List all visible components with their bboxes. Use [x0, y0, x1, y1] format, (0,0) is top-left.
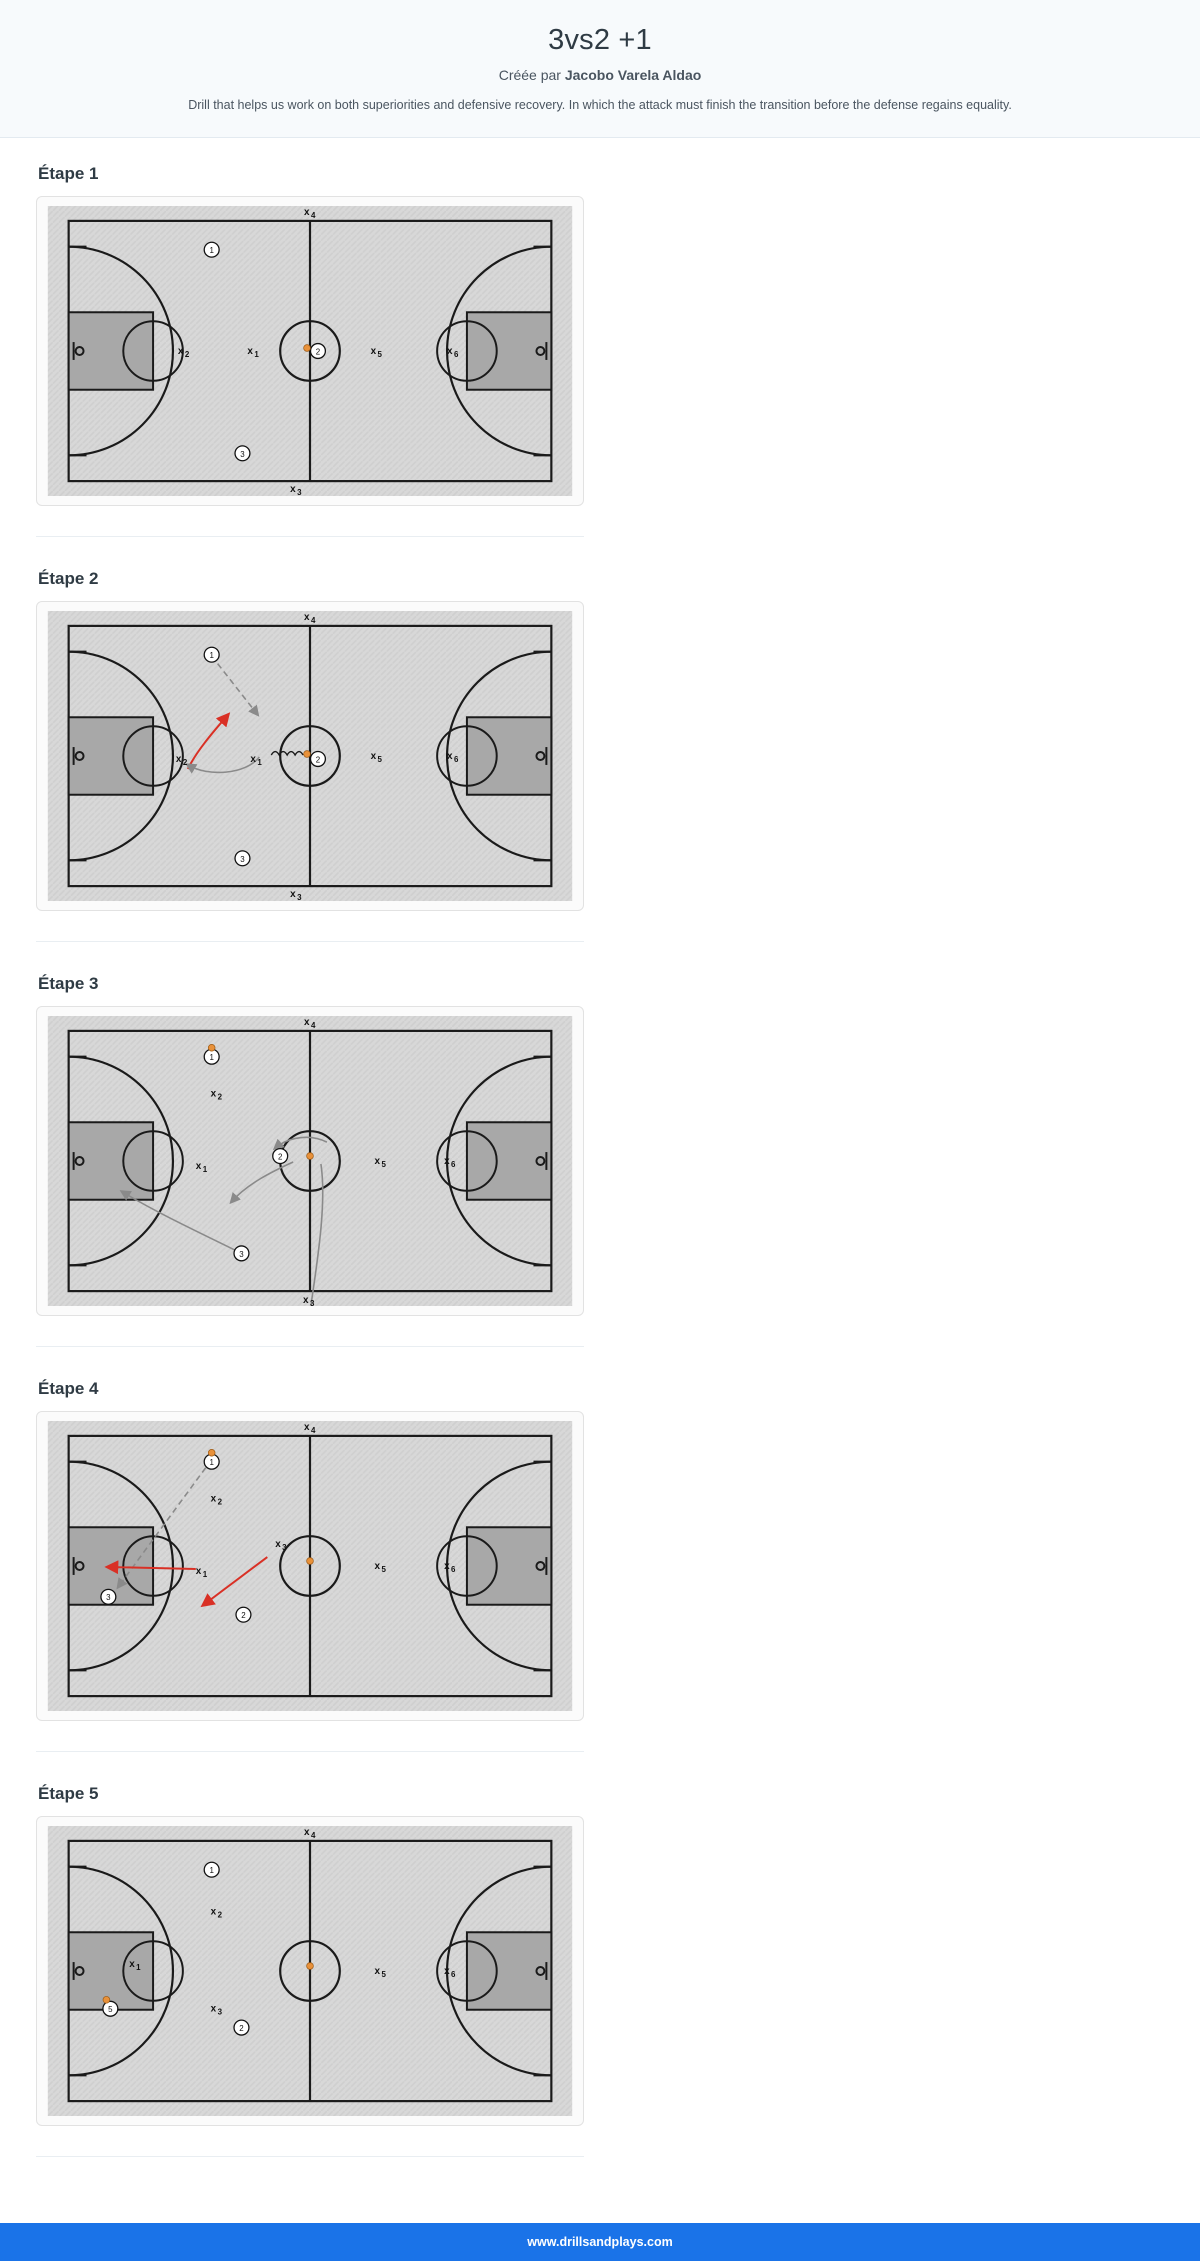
svg-text:x: x — [210, 1492, 217, 1504]
svg-text:x: x — [175, 753, 182, 765]
step-1 — [36, 164, 584, 537]
svg-text:x: x — [290, 888, 296, 900]
svg-text:1: 1 — [209, 1052, 214, 1062]
svg-text:x: x — [303, 1294, 309, 1306]
step-4-court — [36, 1411, 584, 1721]
author-line — [20, 67, 1180, 83]
step-2 — [36, 569, 584, 942]
player-2 — [273, 1148, 288, 1163]
svg-text:x: x — [195, 1160, 202, 1172]
page-header — [0, 0, 1200, 138]
svg-text:x: x — [177, 345, 184, 357]
svg-text:1: 1 — [136, 1962, 141, 1972]
step-4 — [36, 1379, 584, 1752]
svg-text:3: 3 — [217, 2007, 223, 2017]
step-3-court — [36, 1006, 584, 1316]
svg-text:2: 2 — [277, 1152, 283, 1162]
svg-text:2: 2 — [241, 1610, 246, 1620]
svg-text:x: x — [444, 1155, 450, 1167]
svg-text:2: 2 — [217, 1496, 223, 1506]
svg-text:5: 5 — [377, 349, 382, 359]
svg-text:1: 1 — [209, 245, 214, 255]
svg-text:2: 2 — [217, 1091, 223, 1101]
svg-text:4: 4 — [310, 210, 316, 220]
svg-text:1: 1 — [202, 1164, 208, 1174]
player-3 — [235, 445, 250, 460]
step-3-title: Étape 3 — [38, 973, 99, 993]
svg-text:x: x — [290, 483, 296, 495]
svg-text:x: x — [304, 1421, 310, 1433]
svg-text:5: 5 — [381, 1969, 386, 1979]
svg-text:5: 5 — [381, 1564, 386, 1574]
step-2-court — [36, 601, 584, 911]
svg-text:1: 1 — [209, 650, 214, 660]
svg-text:x: x — [250, 753, 256, 765]
footer — [0, 2223, 1200, 2261]
svg-text:3: 3 — [297, 487, 302, 497]
drill-description: Drill that helps us work on both superiorities and defensive recovery. In which the attack must finish the transition before the defense regains equality. — [188, 98, 1012, 112]
svg-text:2: 2 — [239, 2023, 244, 2033]
svg-text:4: 4 — [310, 1425, 316, 1435]
svg-text:3: 3 — [239, 1249, 244, 1259]
svg-text:x: x — [195, 1565, 202, 1577]
ball-center — [307, 1962, 314, 1969]
svg-text:1: 1 — [254, 349, 259, 359]
svg-text:3: 3 — [297, 892, 302, 902]
svg-text:x: x — [374, 1560, 381, 1572]
svg-text:6: 6 — [451, 1159, 456, 1169]
player-2 — [234, 2020, 249, 2035]
svg-text:x: x — [210, 1087, 217, 1099]
svg-text:2: 2 — [184, 349, 190, 359]
svg-text:3: 3 — [309, 1298, 315, 1307]
author-name: Jacobo Varela Aldao — [564, 67, 702, 83]
svg-text:6: 6 — [451, 1969, 456, 1979]
svg-text:x: x — [447, 750, 453, 762]
svg-text:1: 1 — [202, 1569, 208, 1579]
svg-text:x: x — [370, 345, 377, 357]
svg-text:2: 2 — [182, 757, 188, 767]
svg-text:6: 6 — [454, 349, 459, 359]
svg-text:1: 1 — [209, 1457, 214, 1467]
svg-text:5: 5 — [377, 754, 382, 764]
page-title: 3vs2 +1 — [548, 24, 652, 56]
svg-text:x: x — [447, 345, 453, 357]
svg-text:x: x — [444, 1560, 450, 1572]
step-2-title: Étape 2 — [38, 568, 99, 588]
svg-text:x: x — [210, 1905, 217, 1917]
svg-text:4: 4 — [310, 1830, 316, 1840]
step-1-court — [36, 196, 584, 506]
svg-text:x: x — [304, 1016, 310, 1028]
step-5 — [36, 1784, 584, 2157]
svg-text:2: 2 — [217, 1909, 223, 1919]
svg-text:1: 1 — [257, 757, 262, 767]
footer-site-link[interactable]: www.drillsandplays.com — [527, 2234, 673, 2249]
step-5-title: Étape 5 — [38, 1783, 99, 1803]
svg-text:x: x — [304, 206, 310, 218]
svg-text:x: x — [370, 750, 377, 762]
svg-text:4: 4 — [310, 615, 316, 625]
player-3 — [235, 850, 250, 865]
svg-text:x: x — [304, 611, 310, 623]
svg-text:3: 3 — [282, 1542, 287, 1552]
svg-text:6: 6 — [451, 1564, 456, 1574]
svg-text:3: 3 — [240, 854, 245, 864]
player-1 — [204, 1862, 219, 1877]
svg-text:5: 5 — [108, 2004, 113, 2014]
svg-text:x: x — [374, 1155, 381, 1167]
svg-text:5: 5 — [381, 1159, 386, 1169]
player-3 — [101, 1589, 116, 1604]
player-2 — [236, 1607, 251, 1622]
svg-text:x: x — [129, 1958, 135, 1970]
svg-text:x: x — [210, 2003, 217, 2015]
player-1 — [204, 647, 219, 662]
svg-text:3: 3 — [240, 449, 245, 459]
svg-text:4: 4 — [310, 1020, 316, 1030]
step-1-title: Étape 1 — [38, 163, 99, 183]
svg-text:x: x — [374, 1965, 381, 1977]
svg-text:x: x — [275, 1538, 281, 1550]
step-3 — [36, 974, 584, 1347]
svg-text:1: 1 — [209, 1865, 214, 1875]
ball-center — [307, 1152, 314, 1159]
svg-text:2: 2 — [315, 346, 321, 356]
steps-container — [0, 138, 1200, 2261]
svg-text:2: 2 — [315, 754, 321, 764]
step-5-court — [36, 1816, 584, 2126]
player-1 — [204, 242, 219, 257]
created-by-label: Créée par — [498, 67, 565, 83]
player-3 — [234, 1245, 249, 1260]
svg-text:6: 6 — [454, 754, 459, 764]
svg-text:x: x — [304, 1826, 310, 1838]
step-4-title: Étape 4 — [38, 1378, 99, 1398]
ball-center — [307, 1557, 314, 1564]
svg-text:x: x — [247, 345, 253, 357]
svg-text:x: x — [444, 1965, 450, 1977]
svg-text:3: 3 — [106, 1592, 111, 1602]
step-placeholder — [36, 2189, 584, 2219]
